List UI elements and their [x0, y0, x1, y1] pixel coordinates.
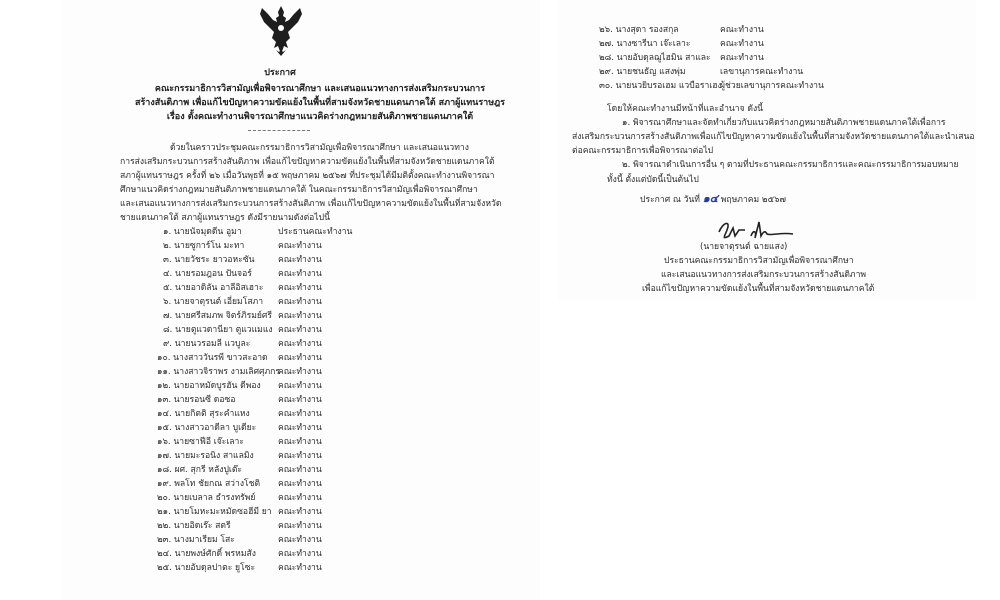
signer-title-2: และเสนอแนวทางการส่งเสริมกระบวนการสร้างสันติภาพ — [661, 270, 867, 280]
member-row: ๑๘. ผศ. สุกรี หลังปูเต๊ะ คณะทำงาน — [157, 465, 322, 475]
intro-line-3: สภาผู้แทนราษฎร ครั้งที่ ๒๖ เมื่อวันพุธที่ ๑๕ พฤษภาคม ๒๕๖๗ ที่ประชุมได้มีมติตั้งคณะทำงานพิจารณา — [120, 171, 495, 181]
member-row: ๓๐. นายนวยิบรอเฮม แวบือราเฮง ผู้ช่วยเลขานุการคณะทำงาน — [599, 81, 824, 91]
signer-title-3: เพื่อแก้ไขปัญหาความขัดแย้งในพื้นที่สามจังหวัดชายแดนภาคใต้ — [642, 284, 875, 294]
member-row: ๑๗. นายมะรอนิง สาแลมิง คณะทำงาน — [157, 451, 322, 461]
announce-date — [640, 192, 786, 207]
member-row: ๑๙. พลโท ชัยกณ สว่างโชติ คณะทำงาน — [157, 479, 322, 489]
member-row: ๒๑. นายโมหะมะหมัดซอฮีมี ยา คณะทำงาน — [157, 507, 322, 517]
subject-line: เรื่อง ตั้งคณะทำงานพิจารณาศึกษาแนวคิดร่างกฎหมายสันติภาพชายแดนภาคใต้ — [166, 112, 474, 122]
member-row: ๘. นายตูแวดานียา ตูแวแมแง คณะทำงาน — [163, 325, 322, 335]
member-row: ๒๓. นางมาเรียม โสะ คณะทำงาน — [157, 535, 322, 545]
member-row: ๒๔. นายพงษ์ศักดิ์ พรหมสัง คณะทำงาน — [157, 549, 322, 559]
intro-line-1: ด้วยในคราวประชุมคณะกรรมาธิการวิสามัญเพื่อพิจารณาศึกษา และเสนอแนวทาง — [170, 143, 469, 153]
duty-1-line-1: ๑. พิจารณาศึกษาและจัดทำเกี่ยวกับแนวคิดร่างกฎหมายสันติภาพชายแดนภาคใต้เพื่อการ — [622, 118, 946, 128]
member-row: ๒. นายซูการ์โน มะทา คณะทำงาน — [163, 241, 322, 251]
member-row: ๑๐. นางสาววันรพี ขาวสะอาด คณะทำงาน — [157, 353, 322, 363]
member-row: ๑๖. นายซาฟีอี เจ๊ะเลาะ คณะทำงาน — [157, 437, 322, 447]
signer-title-1: ประธานคณะกรรมาธิการวิสามัญเพื่อพิจารณาศึกษา — [664, 256, 854, 266]
member-row: ๒๐. นายเบลาล ธำรงทรัพย์ คณะทำงาน — [157, 493, 322, 503]
intro-line-6: ชายแดนภาคใต้ สภาผู้แทนราษฎร ดังมีรายนามดังต่อไปนี้ — [120, 213, 330, 223]
member-row: ๒๘. นายอับดุลฌูไฮมิน สาและ คณะทำงาน — [599, 53, 764, 63]
member-row: ๒๒. นายอิดเร๊ะ สตรี คณะทำงาน — [157, 521, 322, 531]
intro-line-5: และเสนอแนวทางการส่งเสริมกระบวนการสร้างสันติภาพ เพื่อแก้ไขปัญหาความขัดแย้งในพื้นที่สามจังหวัด — [120, 199, 502, 209]
signer-name: (นายจาตุรนต์ ฉายแสง) — [700, 242, 788, 252]
member-row: ๗. นายศรีสมภพ จิตร์ภิรมย์ศรี คณะทำงาน — [163, 311, 322, 321]
duty-1-line-2: ส่งเสริมกระบวนการสร้างสันติภาพเพื่อแก้ไขปัญหาความขัดแย้งในพื้นที่สามจังหวัดชายแดนภาคใต้และนำเสนอ — [572, 132, 975, 142]
member-row: ๑. นายนัจมุดดีน อูมา ประธานคณะทำงาน — [163, 227, 353, 237]
garuda-emblem-icon — [258, 4, 304, 58]
duty-2: ๒. พิจารณาดำเนินการอื่น ๆ ตามที่ประธานคณะกรรมาธิการและคณะกรรมาธิการมอบหมาย — [622, 160, 959, 170]
announce-month-year: พฤษภาคม ๒๕๖๗ — [720, 195, 787, 205]
effective-statement: ทั้งนี้ ตั้งแต่บัดนี้เป็นต้นไป — [607, 175, 699, 185]
committee-name-line-1: คณะกรรมาธิการวิสามัญเพื่อพิจารณาศึกษา และเสนอแนวทางการส่งเสริมกระบวนการ — [154, 84, 486, 94]
member-row: ๒๙. นายชนธัญ แสงพุ่ม เลขานุการคณะทำงาน — [599, 67, 804, 77]
announcement-title: ประกาศ — [264, 68, 296, 78]
member-row: ๑๑. นางสาวจิราพร งามเลิศศุภกร คณะทำงาน — [157, 367, 322, 377]
member-row: ๖. นายจาตุรนต์ เอี่ยมโสภา คณะทำงาน — [163, 297, 322, 307]
member-row: ๑๒. นายอาหมัดบูรฮัน ดีพอง คณะทำงาน — [157, 381, 322, 391]
member-row: ๑๕. นางสาวอาดีลา บูเดียะ คณะทำงาน — [157, 423, 322, 433]
duties-intro: โดยให้คณะทำงานมีหน้าที่และอำนาจ ดังนี้ — [607, 104, 764, 114]
duty-1-line-3: ต่อคณะกรรมาธิการเพื่อพิจารณาต่อไป — [572, 146, 714, 156]
intro-line-2: การส่งเสริมกระบวนการสร้างสันติภาพ เพื่อแก้ไขปัญหาความขัดแย้งในพื้นที่สามจังหวัดชายแดนภาคใต้ — [120, 157, 495, 167]
member-row: ๒๕. นายอับดุลปาตะ ยูโซะ คณะทำงาน — [157, 563, 322, 573]
member-row: ๑๓. นายรอนซี ดอซอ คณะทำงาน — [157, 395, 322, 405]
member-row: ๒๗. นางซารีนา เจ๊ะเลาะ คณะทำงาน — [599, 39, 764, 49]
member-row: ๒๖. นางสุดา รองสกุล คณะทำงาน — [599, 25, 764, 35]
member-row: ๔. นายรอมฎอน ปันจอร์ คณะทำงาน — [163, 269, 322, 279]
header-divider — [248, 130, 310, 131]
intro-line-4: ศึกษาแนวคิดร่างกฎหมายสันติภาพชายแดนภาคใต้ ในคณะกรรมาธิการวิสามัญเพื่อพิจารณาศึกษา — [120, 185, 478, 195]
member-row: ๕. นายอาดิลัน อาลีอิสเฮาะ คณะทำงาน — [163, 283, 322, 293]
member-row: ๓. นายวัชระ ยาวอหะซัน คณะทำงาน — [163, 255, 322, 265]
committee-name-line-2: สร้างสันติภาพ เพื่อแก้ไขปัญหาความขัดแย้งในพื้นที่สามจังหวัดชายแดนภาคใต้ สภาผู้แทนราษฎร — [134, 98, 506, 108]
member-row: ๑๔. นายกิตติ สุระคำแหง คณะทำงาน — [157, 409, 322, 419]
announce-day: ๑๔ — [702, 192, 719, 205]
member-row: ๙. นายนวรอมลี แวบูละ คณะทำงาน — [163, 339, 322, 349]
announce-prefix: ประกาศ ณ วันที่ — [640, 195, 700, 205]
